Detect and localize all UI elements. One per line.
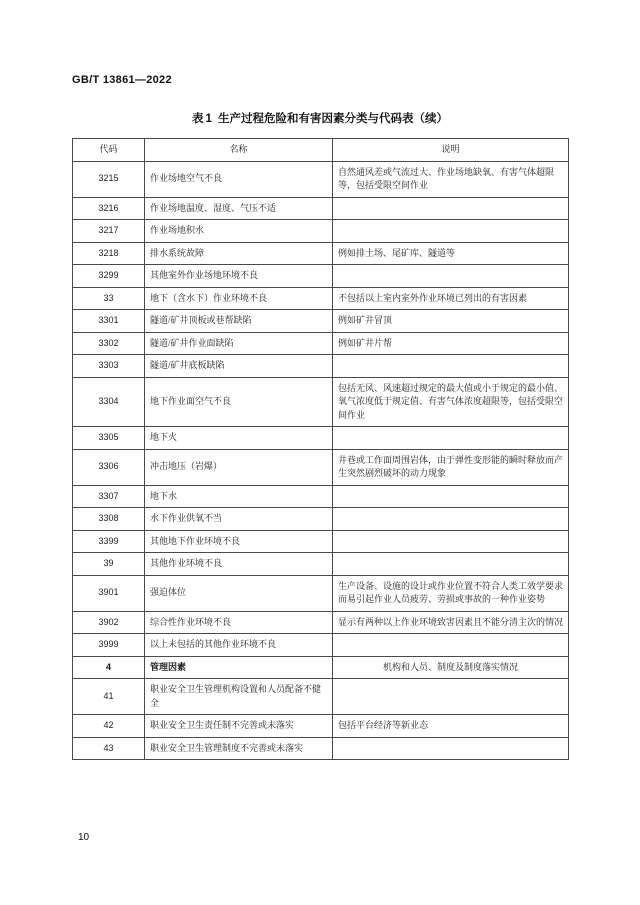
table-row [73, 530, 569, 553]
cell-description [333, 737, 569, 760]
cell-code: 3302 [73, 332, 145, 355]
table-row [73, 427, 569, 450]
table-row [73, 508, 569, 531]
cell-description [333, 530, 569, 553]
table-title-number: 1 [205, 113, 212, 125]
table-row [73, 737, 569, 760]
cell-code: 41 [73, 679, 145, 715]
column-header-code: 代码 [73, 139, 145, 162]
cell-code: 3308 [73, 508, 145, 531]
table-row [73, 611, 569, 634]
cell-description [333, 634, 569, 657]
table-row [73, 355, 569, 378]
cell-name: 作业场地积水 [145, 220, 333, 243]
cell-name: 职业安全卫生责任制不完善或未落实 [145, 715, 333, 738]
cell-code: 3304 [73, 377, 145, 427]
table-row [73, 197, 569, 220]
cell-code: 3305 [73, 427, 145, 450]
cell-code: 3303 [73, 355, 145, 378]
cell-name: 隧道/矿井底板缺陷 [145, 355, 333, 378]
cell-description [333, 265, 569, 288]
cell-code: 3306 [73, 449, 145, 485]
cell-description: 显示有两种以上作业环境致害因素且不能分清主次的情况 [333, 611, 569, 634]
cell-name: 其他作业环境不良 [145, 553, 333, 576]
cell-code: 39 [73, 553, 145, 576]
table-row [73, 161, 569, 197]
cell-code: 3218 [73, 242, 145, 265]
cell-description: 井巷或工作面周围岩体，由于弹性变形能的瞬时释放而产生突然剧烈破坏的动力现象 [333, 449, 569, 485]
cell-description [333, 427, 569, 450]
cell-name: 强迫体位 [145, 575, 333, 611]
cell-name: 综合性作业环境不良 [145, 611, 333, 634]
cell-code: 3901 [73, 575, 145, 611]
cell-description: 例如矿井冒顶 [333, 310, 569, 333]
cell-name: 地下水 [145, 485, 333, 508]
cell-description [333, 679, 569, 715]
cell-name: 管理因素 [145, 656, 333, 679]
cell-description: 包括平台经济等新业态 [333, 715, 569, 738]
table-row [73, 485, 569, 508]
cell-description: 例如排土场、尾矿库、隧道等 [333, 242, 569, 265]
table-row [73, 553, 569, 576]
cell-description [333, 220, 569, 243]
cell-code: 3299 [73, 265, 145, 288]
cell-code: 3902 [73, 611, 145, 634]
cell-name: 其他地下作业环境不良 [145, 530, 333, 553]
cell-name: 排水系统故障 [145, 242, 333, 265]
cell-code: 33 [73, 287, 145, 310]
page-number: 10 [78, 832, 90, 843]
cell-description [333, 553, 569, 576]
table-row [73, 679, 569, 715]
table-row [73, 449, 569, 485]
cell-name: 隧道/矿井顶板或巷帮缺陷 [145, 310, 333, 333]
cell-description: 例如矿井片帮 [333, 332, 569, 355]
cell-description: 生产设备、设施的设计或作业位置不符合人类工效学要求而易引起作业人员疲劳、劳损或事故的一种作业姿势 [333, 575, 569, 611]
cell-description [333, 485, 569, 508]
cell-description: 自然通风差或气流过大、作业场地缺氧、有害气体超限等，包括受限空间作业 [333, 161, 569, 197]
cell-code: 3399 [73, 530, 145, 553]
cell-description [333, 197, 569, 220]
table-row [73, 310, 569, 333]
cell-code: 43 [73, 737, 145, 760]
table-title-prefix: 表 [192, 113, 204, 125]
cell-name: 其他室外作业场地环境不良 [145, 265, 333, 288]
classification-table [72, 138, 569, 760]
table-title-text: 生产过程危险和有害因素分类与代码表（续） [217, 113, 448, 125]
cell-name: 冲击地压（岩爆） [145, 449, 333, 485]
cell-code: 3217 [73, 220, 145, 243]
cell-name: 作业场地空气不良 [145, 161, 333, 197]
table-row [73, 332, 569, 355]
column-header-name: 名称 [145, 139, 333, 162]
table-row [73, 715, 569, 738]
cell-description: 不包括以上室内室外作业环境已列出的有害因素 [333, 287, 569, 310]
table-title [0, 110, 640, 126]
cell-name: 以上未包括的其他作业环境不良 [145, 634, 333, 657]
cell-code: 3301 [73, 310, 145, 333]
cell-code: 3307 [73, 485, 145, 508]
table-row [73, 287, 569, 310]
cell-description: 机构和人员、制度及制度落实情况 [333, 656, 569, 679]
table-row [73, 220, 569, 243]
cell-name: 地下作业面空气不良 [145, 377, 333, 427]
standard-code-header: GB/T 13861—2022 [72, 74, 172, 86]
cell-name: 职业安全卫生管理制度不完善或未落实 [145, 737, 333, 760]
cell-code: 3216 [73, 197, 145, 220]
cell-description [333, 508, 569, 531]
cell-code: 4 [73, 656, 145, 679]
cell-name: 隧道/矿井作业面缺陷 [145, 332, 333, 355]
cell-name: 水下作业供氧不当 [145, 508, 333, 531]
table-row [73, 656, 569, 679]
cell-name: 职业安全卫生管理机构设置和人员配备不健全 [145, 679, 333, 715]
table-row [73, 634, 569, 657]
cell-name: 地下火 [145, 427, 333, 450]
table-row [73, 377, 569, 427]
table-header-row [73, 139, 569, 162]
cell-description: 包括无风、风速超过规定的最大值或小于规定的最小值、氧气浓度低于规定值、有害气体浓度超限等，包括受限空间作业 [333, 377, 569, 427]
table-row [73, 265, 569, 288]
cell-code: 42 [73, 715, 145, 738]
cell-code: 3999 [73, 634, 145, 657]
cell-code: 3215 [73, 161, 145, 197]
cell-name: 作业场地温度、湿度、气压不适 [145, 197, 333, 220]
cell-name: 地下（含水下）作业环境不良 [145, 287, 333, 310]
table-row [73, 575, 569, 611]
cell-description [333, 355, 569, 378]
column-header-desc: 说明 [333, 139, 569, 162]
table-row [73, 242, 569, 265]
